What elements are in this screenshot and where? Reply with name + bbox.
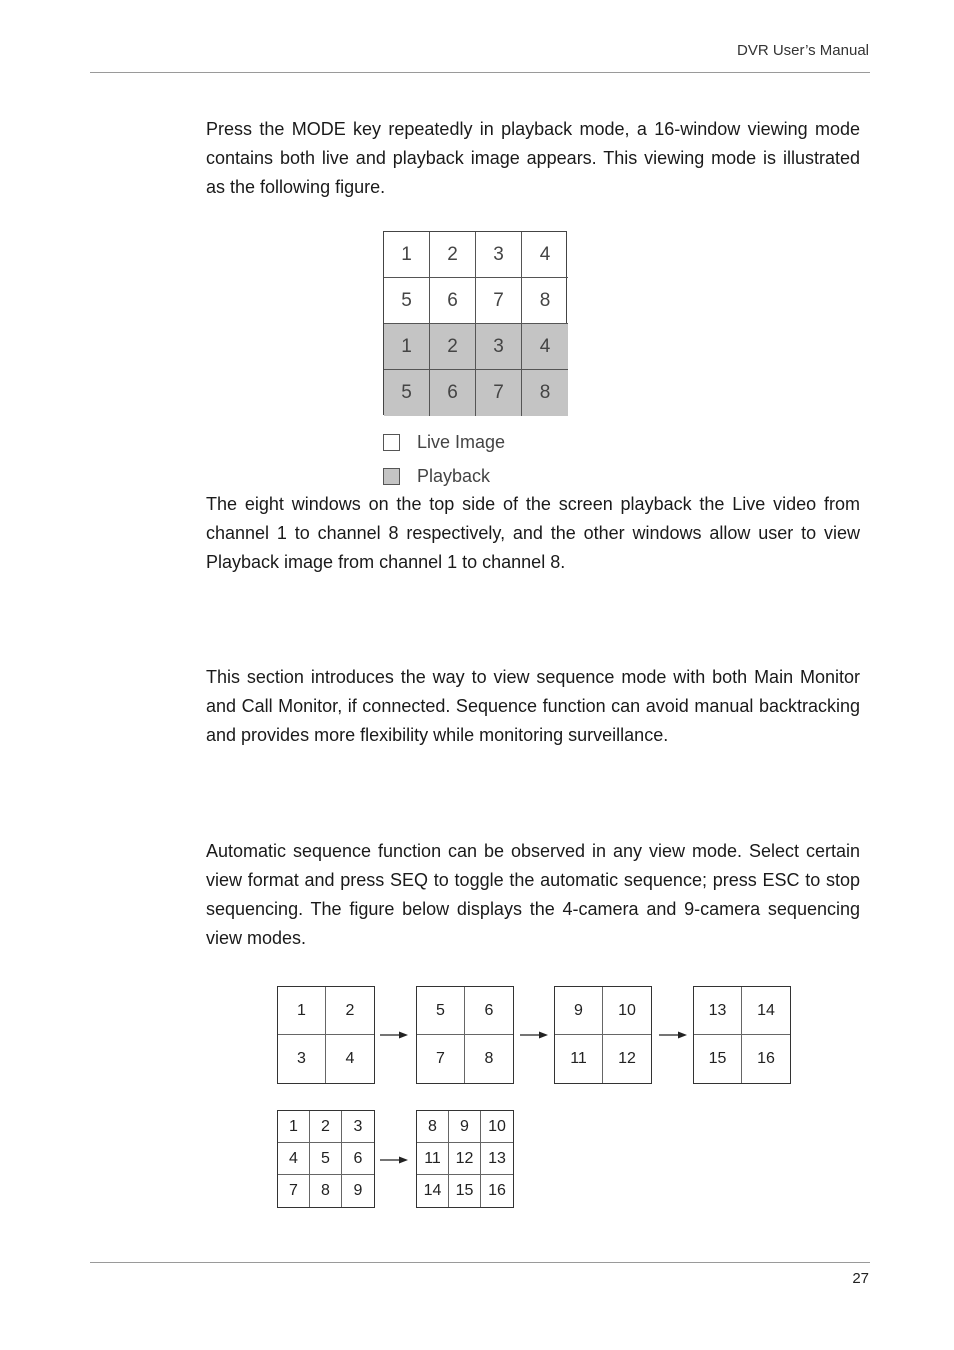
grid-cell: 10 [603, 987, 651, 1035]
grid-cell: 12 [449, 1143, 481, 1175]
grid-cell: 6 [342, 1143, 374, 1175]
quad-view-grid [277, 986, 375, 1084]
legend-playback-label: Playback [417, 466, 491, 486]
arrow-right-icon [659, 1031, 687, 1039]
grid-cell: 13 [694, 987, 742, 1035]
grid-cell: 15 [694, 1035, 742, 1083]
header-rule [90, 72, 870, 73]
grid-cell: 7 [417, 1035, 465, 1083]
window-description-paragraph: The eight windows on the top side of the screen playback the Live video from channel 1 to channel 8 respectively, and the other windows allow user to view Playback image from channel 1 to channel 8. [206, 494, 860, 572]
grid-cell: 16 [757, 1050, 775, 1067]
live-cell: 6 [430, 278, 476, 324]
playback-swatch-icon [383, 468, 400, 485]
grid-cell: 12 [618, 1050, 636, 1067]
grid-cell: 3 [342, 1111, 374, 1143]
grid-cell: 4 [345, 1050, 355, 1067]
grid-cell: 11 [417, 1143, 449, 1175]
live-cell: 5 [384, 278, 430, 324]
grid-cell: 14 [742, 987, 790, 1035]
sixteen-window-figure [383, 231, 567, 415]
nine-view-grid [277, 1110, 375, 1208]
footer-rule [90, 1262, 870, 1263]
grid-cell: 5 [417, 987, 465, 1035]
playback-cell: 7 [476, 370, 522, 416]
grid-cell: 8 [310, 1175, 342, 1207]
playback-cell: 1 [384, 324, 430, 370]
grid-cell: 8 [484, 1050, 494, 1067]
grid-cell: 5 [310, 1143, 342, 1175]
grid-cell: 1 [278, 987, 326, 1035]
grid-cell: 15 [449, 1175, 481, 1207]
intro-paragraph: Press the MODE key repeatedly in playback mode, a 16-window viewing mode contains both live and playback image appears. This viewing mode is illustrated as the following figure. [206, 119, 860, 197]
grid-cell: 8 [417, 1111, 449, 1143]
grid-cell: 2 [310, 1111, 342, 1143]
playback-cell: 6 [430, 370, 476, 416]
grid-cell: 4 [278, 1143, 310, 1175]
quad-view-grid [693, 986, 791, 1084]
live-cell: 8 [522, 278, 568, 324]
grid-cell: 1 [278, 1111, 310, 1143]
playback-cell: 4 [522, 324, 568, 370]
grid-cell: 7 [278, 1175, 310, 1207]
playback-cell: 8 [522, 370, 568, 416]
grid-cell: 16 [488, 1182, 506, 1199]
sequence-intro-paragraph: This section introduces the way to view sequence mode with both Main Monitor and Call Monitor, if connected. Sequence function can avoid manual backtracking and provides more flexibility while monitoring surveillance. [206, 667, 860, 745]
quad-view-grid [416, 986, 514, 1084]
live-cell: 4 [522, 232, 568, 278]
legend-playback [383, 466, 490, 487]
grid-cell: 13 [481, 1143, 513, 1175]
live-swatch-icon [383, 434, 400, 451]
playback-cell: 2 [430, 324, 476, 370]
grid-cell: 14 [417, 1175, 449, 1207]
nine-view-grid [416, 1110, 514, 1208]
grid-cell: 11 [555, 1035, 603, 1083]
legend-live [383, 432, 505, 453]
grid-cell: 9 [353, 1182, 363, 1199]
live-cell: 1 [384, 232, 430, 278]
legend-live-label: Live Image [417, 432, 506, 452]
auto-sequence-paragraph: Automatic sequence function can be observed in any view mode. Select certain view format and press SEQ to toggle the automatic sequence; press ESC to stop sequencing. The figure below displays the 4-camera and 9-camera sequencing view modes. [206, 841, 860, 948]
live-cell: 7 [476, 278, 522, 324]
grid-cell: 9 [449, 1111, 481, 1143]
arrow-right-icon [380, 1156, 408, 1164]
live-cell: 3 [476, 232, 522, 278]
playback-cell: 3 [476, 324, 522, 370]
quad-view-grid [554, 986, 652, 1084]
arrow-right-icon [520, 1031, 548, 1039]
grid-cell: 3 [278, 1035, 326, 1083]
playback-cell: 5 [384, 370, 430, 416]
arrow-right-icon [380, 1031, 408, 1039]
grid-cell: 2 [326, 987, 374, 1035]
live-cell: 2 [430, 232, 476, 278]
header-title: DVR User’s Manual [737, 42, 869, 59]
grid-cell: 10 [481, 1111, 513, 1143]
page-number: 27 [852, 1270, 869, 1287]
grid-cell: 9 [555, 987, 603, 1035]
grid-cell: 6 [465, 987, 513, 1035]
